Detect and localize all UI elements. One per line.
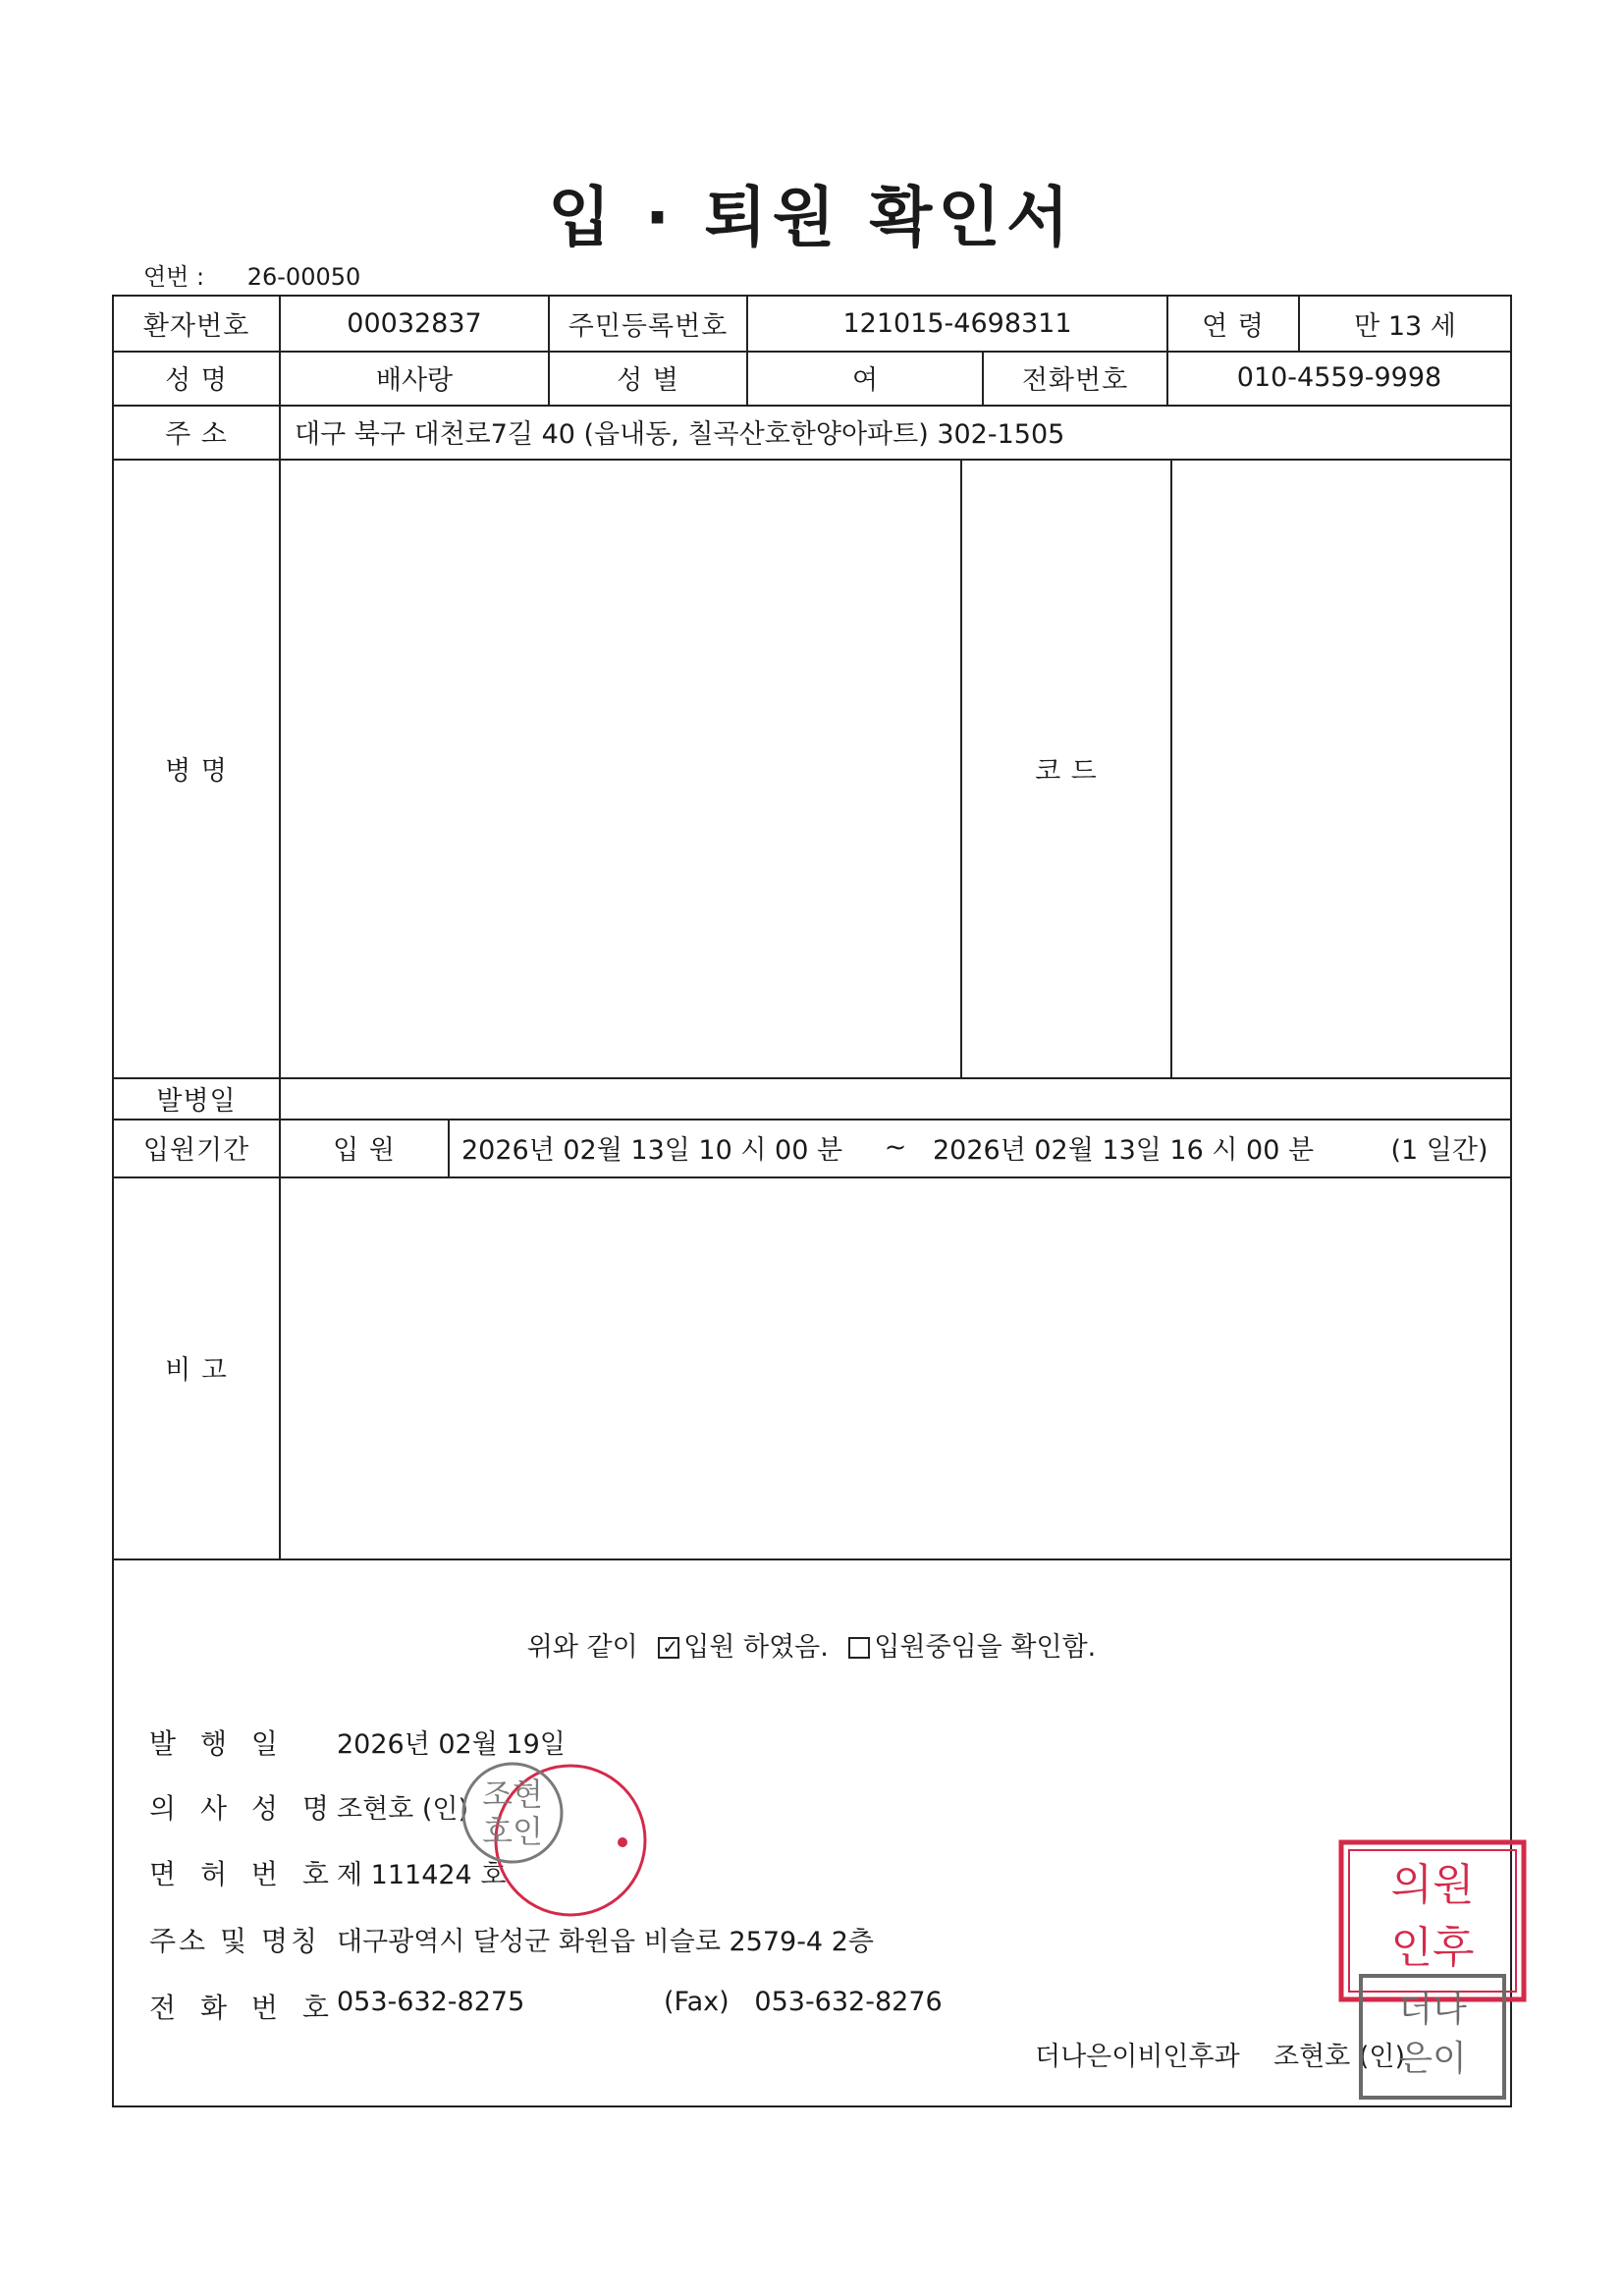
clinic-phone-label: 전 화 번 호	[149, 1992, 337, 2024]
phone-label: 전화번호	[1021, 365, 1129, 396]
age-value: 만 13 세	[1354, 311, 1456, 342]
svg-text:호인: 호인	[482, 1813, 543, 1850]
in-hospital-checkbox[interactable]	[848, 1637, 870, 1659]
address-label: 주 소	[165, 419, 228, 450]
admission-days: (1 일간)	[1390, 1135, 1488, 1166]
admission-end: 2026년 02월 13일 16 시 00 분	[933, 1135, 1315, 1166]
patient-name: 배사랑	[375, 365, 454, 396]
diagnosis-label: 병 명	[165, 755, 228, 787]
svg-text:조현: 조현	[482, 1776, 543, 1813]
code-label: 코 드	[1035, 755, 1098, 787]
phone-value: 010-4559-9998	[1236, 362, 1442, 393]
document-title: 입 · 퇴원 확인서	[548, 180, 1075, 255]
diagnosis-value	[281, 459, 960, 1077]
svg-text:인후: 인후	[1390, 1923, 1475, 1973]
doctor-name: 조현호 (인)	[337, 1794, 468, 1825]
admission-period-label: 입원기간	[142, 1135, 250, 1166]
admitted-option-label: 입원 하였음.	[683, 1632, 829, 1663]
rrn-label: 주민등록번호	[568, 311, 729, 342]
doctor-name-label: 의 사 성 명	[149, 1792, 337, 1825]
issue-date-label: 발 행 일	[149, 1727, 286, 1760]
clinic-address-label: 주소 및 명칭	[149, 1925, 321, 1957]
svg-text:더나: 더나	[1398, 1990, 1467, 2030]
statement-prefix: 위와 같이	[526, 1632, 638, 1663]
sex-value: 여	[851, 365, 879, 396]
clinic-seal-stamp	[1337, 1838, 1530, 2104]
svg-text:은이: 은이	[1398, 2039, 1467, 2079]
check-icon: ✓	[662, 1635, 679, 1659]
clinic-phone: 053-632-8275	[337, 1987, 525, 2017]
in-hospital-option-label: 입원중임을 확인함.	[874, 1632, 1097, 1663]
clinic-name: 더나은이비인후과	[1035, 2042, 1240, 2072]
age-label: 연 령	[1202, 311, 1265, 342]
confirmation-form	[112, 295, 1512, 2107]
doctor-seal-stamp	[418, 1744, 654, 1921]
license-number-label: 면 허 번 호	[149, 1858, 337, 1890]
serial-label: 연번 :	[143, 263, 205, 291]
remarks-value	[281, 1176, 1510, 1558]
address-value: 대구 북구 대천로7길 40 (읍내동, 칠곡산호한양아파트) 302-1505	[295, 419, 1065, 450]
patient-id-label: 환자번호	[142, 311, 250, 342]
issue-date: 2026년 02월 19일	[337, 1729, 566, 1760]
patient-id: 00032837	[347, 308, 482, 339]
fax-value: 053-632-8276	[754, 1987, 943, 2017]
admission-separator: ~	[884, 1132, 907, 1163]
fax-label: (Fax)	[664, 1987, 730, 2017]
onset-label: 발병일	[156, 1085, 237, 1117]
remarks-label: 비 고	[165, 1355, 228, 1386]
admission-start: 2026년 02월 13일 10 시 00 분	[461, 1135, 843, 1166]
name-label: 성 명	[165, 365, 228, 396]
serial-value: 26-00050	[246, 263, 361, 291]
clinic-address: 대구광역시 달성군 화원읍 비슬로 2579-4 2층	[337, 1927, 874, 1957]
clinic-fax	[664, 1987, 943, 2017]
code-value	[1172, 459, 1510, 1077]
signer-name: 조현호 (인)	[1273, 2042, 1405, 2072]
admitted-checkbox[interactable]	[658, 1637, 679, 1659]
serial-number	[143, 257, 360, 292]
svg-text:의원: 의원	[1390, 1860, 1475, 1910]
admission-type: 입 원	[333, 1135, 396, 1166]
onset-value	[281, 1077, 1510, 1119]
confirmation-statement	[0, 1625, 1623, 1664]
license-number: 제 111424 호	[337, 1860, 507, 1890]
sex-label: 성 별	[617, 365, 679, 396]
rrn-value: 121015-4698311	[842, 308, 1072, 339]
